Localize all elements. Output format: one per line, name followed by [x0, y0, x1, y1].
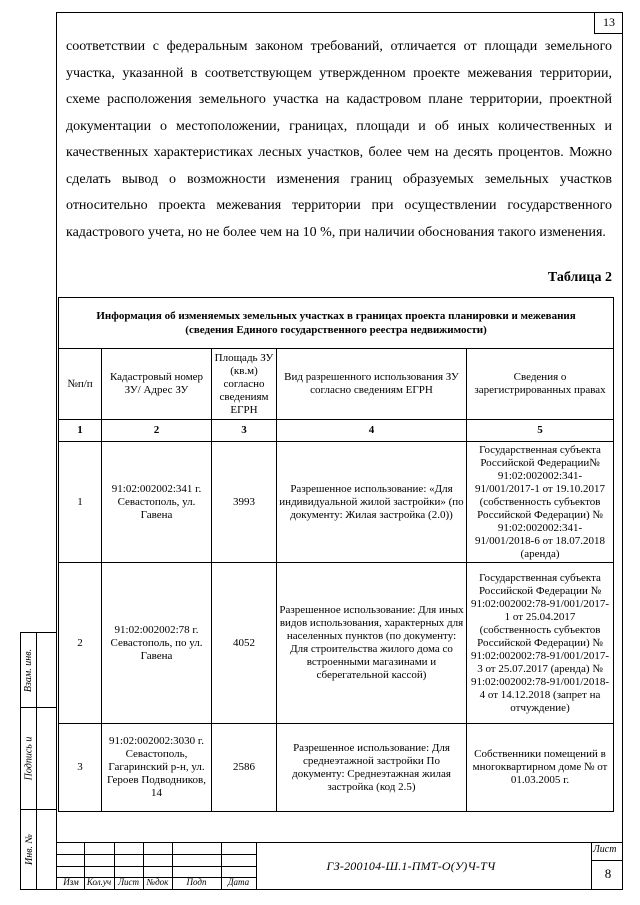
header-cell: №п/п — [59, 349, 102, 420]
cadastral-cell: 91:02:002002:341 г. Севастополь, ул. Гавена — [102, 442, 212, 563]
stamp-line — [56, 842, 57, 890]
title-block — [56, 842, 623, 890]
document-code: ГЗ-200104-Ш.1-ПМТ-О(У)Ч-ТЧ — [326, 859, 496, 873]
cadastral-cell: 91:02:002002:3030 г. Севастополь, Гагаринский р-н, ул. Героев Подводников, 14 — [102, 724, 212, 812]
land-plots-table — [58, 297, 614, 812]
stamp-line — [591, 842, 592, 890]
use-cell: Разрешенное использование: Для иных видов использования, характерных для населенных пунктов (по документу: Для строительства жилого дома со встроенными магазинами и сберегательной кассой) — [277, 563, 467, 724]
table-label: Таблица 2 — [547, 270, 612, 285]
sidebar-label-inventory: Инв. № — [23, 833, 35, 865]
stamp-line — [256, 842, 257, 890]
stamp-label: Кол.уч — [86, 877, 112, 887]
area-cell: 2586 — [212, 724, 277, 812]
stamp-label: Дата — [227, 877, 250, 887]
header-cell: Вид разрешенного использования ЗУ согласно сведениям ЕГРН — [277, 349, 467, 420]
header-cell: Площадь ЗУ (кв.м) согласно сведениям ЕГРН — [212, 349, 277, 420]
stamp-label: Лист — [117, 877, 140, 887]
left-margin-stamp — [20, 632, 56, 890]
column-number: 3 — [212, 420, 277, 442]
header-cell: Сведения о зарегистрированных правах — [467, 349, 614, 420]
use-cell: Разрешенное использование: «Для индивидуальной жилой застройки» (по документу: Жилая застройка (2.0)) — [277, 442, 467, 563]
column-number-row — [59, 420, 614, 442]
stamp-line — [56, 854, 256, 855]
stamp-label: Подп — [186, 877, 207, 887]
body-paragraph — [66, 34, 612, 246]
table-row — [59, 563, 614, 724]
row-number: 2 — [59, 563, 102, 724]
column-number: 4 — [277, 420, 467, 442]
page-number: 13 — [594, 12, 623, 34]
stamp-line — [56, 842, 623, 843]
sidebar-label-signature: Подпись и — [23, 736, 35, 780]
header-cell: Кадастровый номер ЗУ/ Адрес ЗУ — [102, 349, 212, 420]
table-caption-line2: (сведения Единого государственного реестра недвижимости) — [185, 324, 487, 336]
column-number: 2 — [102, 420, 212, 442]
sidebar-label-replaced: Взам. инв. — [23, 648, 35, 692]
area-cell: 3993 — [212, 442, 277, 563]
table-caption-line1: Информация об изменяемых земельных участках в границах проекта планировки и межевания — [96, 310, 576, 322]
table-caption — [59, 298, 614, 349]
table-header-row — [59, 349, 614, 420]
table-row — [59, 442, 614, 563]
paragraph-text: соответствии с федеральным законом требований, отличается от площади земельного участка, указанной в соответствующем утвержденном проекте межевания территории, схеме расположения земельного участка на кадастровом плане территории, проектной документации о местоположении, границах, площади и об иных количественных и качественных характеристиках лесных участков, более чем на десять процентов. Можно сделать вывод о возможности изменения границ образуемых земельных участков относительно проекта межевания территории при осуществлении государственного кадастрового учета, но не более чем на 10 %, при наличии обоснования такого изменения. — [66, 39, 612, 240]
rights-cell: Собственники помещений в многоквартирном доме № от 01.03.2005 г. — [467, 724, 614, 812]
stamp-line — [591, 860, 623, 861]
column-number: 1 — [59, 420, 102, 442]
stamp-line — [56, 866, 256, 867]
row-number: 1 — [59, 442, 102, 563]
rights-cell: Государственная субъекта Российской Федерации№ 91:02:002002:341-91/001/2017-1 от 19.10.2017 (собственность субъектов Российской Федерации) № 91:02:002002:341-91/001/2018-6 от 18.07.2018 (аренда) — [467, 442, 614, 563]
area-cell: 4052 — [212, 563, 277, 724]
stamp-label: Изм — [63, 877, 79, 887]
column-number: 5 — [467, 420, 614, 442]
row-number: 3 — [59, 724, 102, 812]
sheet-label: Лист — [593, 844, 617, 855]
sheet-number: 8 — [604, 866, 612, 881]
use-cell: Разрешенное использование: Для среднеэтажной застройки По документу: Среднеэтажная жилая застройка (код 2.5) — [277, 724, 467, 812]
rights-cell: Государственная субъекта Российской Федерации № 91:02:002002:78-91/001/2017-1 от 25.04.2017 (собственность субъектов Российской Федерации) № 91:02:002002:78-91/001/2017-3 от 25.07.2017 (аренда) № 91:02:002002:78-91/001/2018-4 от 14.12.2018 (запрет на отчуждение) — [467, 563, 614, 724]
table-row — [59, 724, 614, 812]
stamp-label: №док — [146, 877, 169, 887]
cadastral-cell: 91:02:002002:78 г. Севастополь, по ул. Гавена — [102, 563, 212, 724]
